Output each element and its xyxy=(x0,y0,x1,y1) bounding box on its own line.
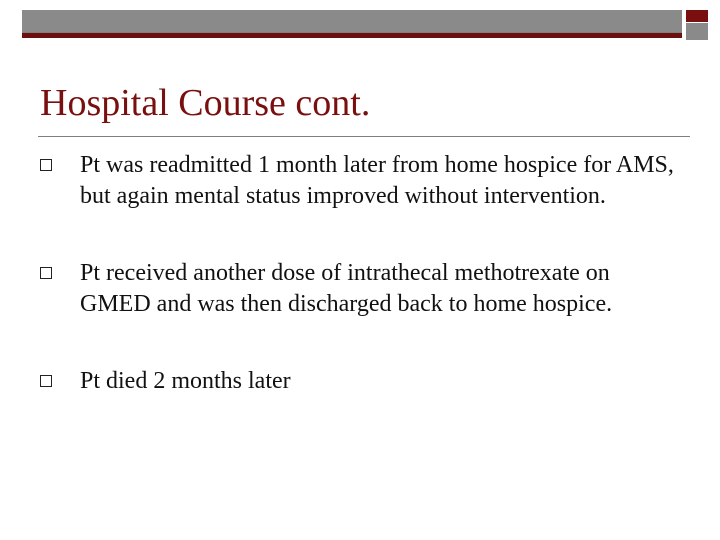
bullet-item xyxy=(40,258,680,320)
hollow-square-icon xyxy=(40,159,52,171)
bullet-text: Pt received another dose of intrathecal methotrexate on GMED and was then discharged back to home hospice. xyxy=(80,260,613,317)
slide-title: Hospital Course cont. xyxy=(40,82,371,124)
bullet-text: Pt died 2 months later xyxy=(80,368,291,394)
title-divider xyxy=(38,136,690,137)
hollow-square-icon xyxy=(40,267,52,279)
bullet-list xyxy=(40,150,680,397)
header-band xyxy=(22,10,682,38)
corner-decoration xyxy=(686,10,708,40)
header-band-fill xyxy=(22,10,682,32)
bullet-text: Pt was readmitted 1 month later from home hospice for AMS, but again mental status improved without intervention. xyxy=(80,152,674,209)
bullet-item xyxy=(40,366,680,397)
corner-square-gray xyxy=(686,23,708,40)
hollow-square-icon xyxy=(40,375,52,387)
corner-square-red xyxy=(686,10,708,22)
bullet-item xyxy=(40,150,680,212)
